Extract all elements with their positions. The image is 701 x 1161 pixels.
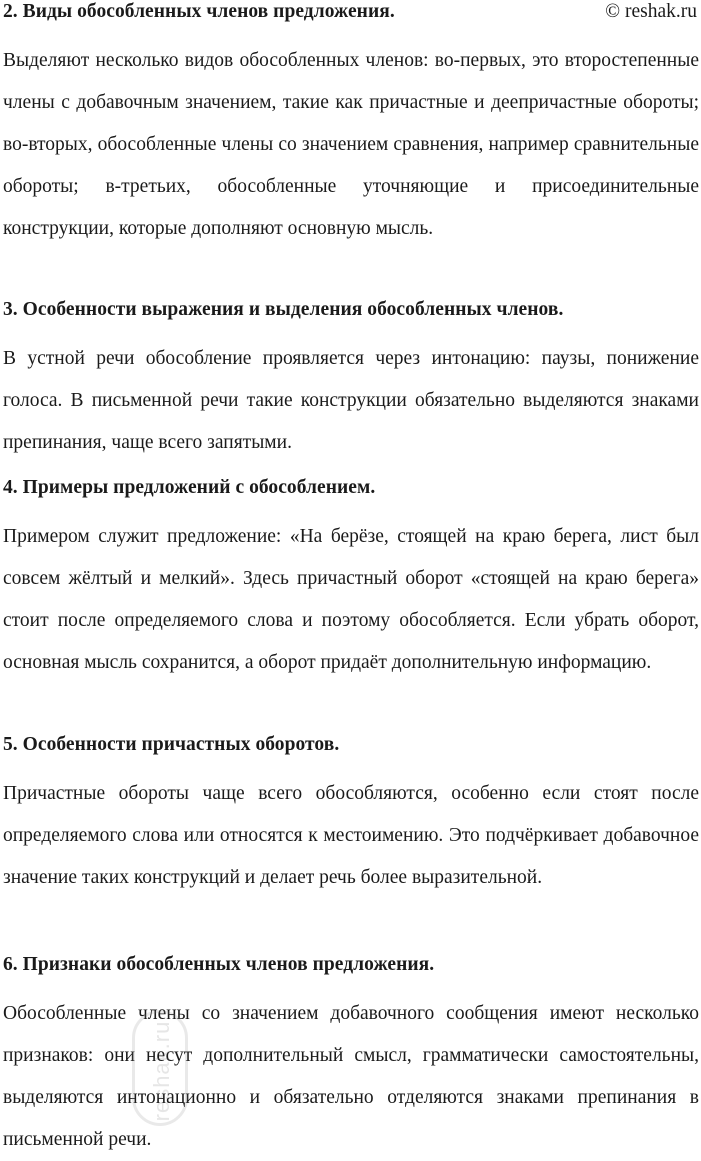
section-text: Обособленные члены со значением добавочного сообщения имеют несколько признаков: они несут дополнительный смысл, грамматически самостоятельны, выделяются интонационно и обязательно отделяются знаками препинания в письменной речи. xyxy=(3,1003,699,1150)
section-2 xyxy=(3,0,699,250)
copyright-label: © reshak.ru xyxy=(605,1,697,22)
section-text: Примером служит предложение: «На берёзе, стоящей на краю берега, лист был совсем жёлтый и мелкий». Здесь причастный оборот «стоящей на краю берега» стоит после определяемого слова и поэтому обособляется. Если убрать оборот, основная мысль сохранится, а оборот придаёт дополнительную информацию. xyxy=(3,526,699,673)
section-6 xyxy=(3,953,699,1161)
section-heading: 4. Примеры предложений с обособлением. xyxy=(3,477,376,498)
watermark-text: reshak.ru xyxy=(149,1020,174,1122)
section-heading: 5. Особенности причастных оборотов. xyxy=(3,734,340,755)
section-text: Причастные обороты чаще всего обособляются, особенно если стоят после определяемого слова или относятся к местоимению. Это подчёркивает добавочное значение таких конструкций и делает речь более выразительной. xyxy=(3,783,699,888)
section-text: В устной речи обособление проявляется через интонацию: паузы, понижение голоса. В письменной речи такие конструкции обязательно выделяются знаками препинания, чаще всего запятыми. xyxy=(3,348,699,453)
section-text: Выделяют несколько видов обособленных членов: во-первых, это второстепенные члены с добавочным значением, такие как причастные и деепричастные обороты; во-вторых, обособленные члены со значением сравнения, например сравнительные обороты; в-третьих, обособленные уточняющие и присоединительные конструкции, которые дополняют основную мысль. xyxy=(3,50,699,239)
section-heading: 2. Виды обособленных членов предложения. xyxy=(3,1,395,22)
section-4 xyxy=(3,476,699,684)
section-5 xyxy=(3,733,699,899)
section-heading-row xyxy=(3,0,699,24)
section-3 xyxy=(3,298,699,464)
section-heading: 6. Признаки обособленных членов предложения. xyxy=(3,954,435,975)
section-heading: 3. Особенности выражения и выделения обособленных членов. xyxy=(3,299,564,320)
